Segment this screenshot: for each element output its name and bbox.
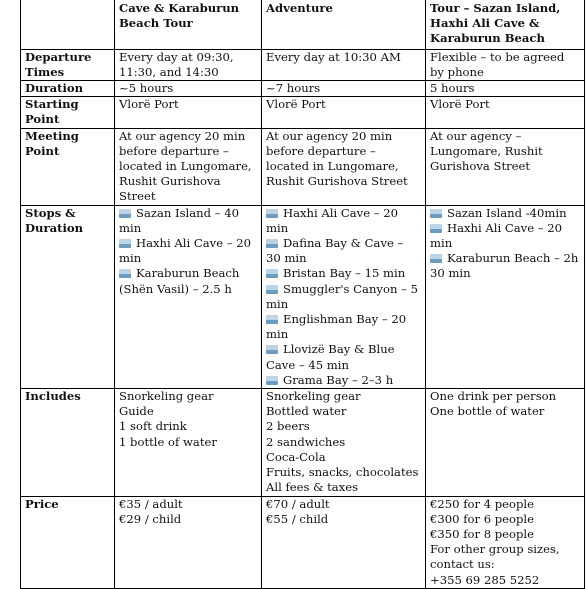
includes-cell xyxy=(115,389,262,496)
stop-text: Karaburun Beach – 2h 30 min xyxy=(430,251,579,281)
header-corner-cell xyxy=(21,0,115,49)
include-item: Coca-Cola xyxy=(266,449,326,464)
include-item: Bottled water xyxy=(266,404,347,419)
meeting-point-cell: At our agency 20 min before departure – located in Lungomare, Rushit Gurishova Street xyxy=(262,128,426,205)
departure-cell: Every day at 10:30 AM xyxy=(262,49,426,80)
stop-item xyxy=(119,236,257,266)
include-item: 2 sandwiches xyxy=(266,434,346,449)
price-item: €300 for 6 people xyxy=(430,511,535,526)
starting-point-cell: Vlorë Port xyxy=(426,97,585,128)
boat-icon xyxy=(430,254,442,263)
includes-cell xyxy=(262,389,426,496)
contact-phone[interactable]: +355 69 285 5252 xyxy=(430,572,540,587)
row-label-stops: Stops & Duration xyxy=(21,205,115,388)
price-row xyxy=(21,496,585,588)
header-row xyxy=(21,0,585,49)
boat-icon xyxy=(266,376,278,385)
stop-item xyxy=(266,236,421,266)
row-label-duration: Duration xyxy=(21,81,115,97)
stop-text: Haxhi Ali Cave – 20 min xyxy=(119,236,252,266)
row-label-price: Price xyxy=(21,496,115,588)
boat-icon xyxy=(430,209,442,218)
boat-icon xyxy=(266,239,278,248)
row-label-includes: Includes xyxy=(21,389,115,496)
boat-icon xyxy=(430,224,442,233)
include-item: Fruits, snacks, chocolates xyxy=(266,465,419,480)
meeting-point-cell: At our agency 20 min before departure – located in Lungomare, Rushit Gurishova Street xyxy=(115,128,262,205)
starting-point-cell: Vlorë Port xyxy=(262,97,426,128)
include-item: Guide xyxy=(119,404,154,419)
includes-cell xyxy=(426,389,585,496)
stop-item xyxy=(266,373,421,388)
include-item: 1 bottle of water xyxy=(119,434,217,449)
boat-icon xyxy=(266,269,278,278)
stops-row xyxy=(21,205,585,388)
stop-item xyxy=(119,266,257,296)
stop-item xyxy=(430,221,580,251)
price-item: €35 / adult xyxy=(119,496,183,511)
price-item: For other group sizes, contact us: xyxy=(430,542,560,572)
departure-row xyxy=(21,49,585,80)
stops-cell xyxy=(115,205,262,388)
includes-row xyxy=(21,389,585,496)
duration-row xyxy=(21,81,585,97)
stop-item xyxy=(266,206,421,236)
row-label-departure: Departure Times xyxy=(21,49,115,80)
starting-point-cell: Vlorë Port xyxy=(115,97,262,128)
boat-icon xyxy=(119,269,131,278)
boat-icon xyxy=(119,239,131,248)
include-item: One drink per person xyxy=(430,389,557,404)
include-item: Snorkeling gear xyxy=(266,389,361,404)
stop-text: Dafina Bay & Cave – 30 min xyxy=(266,236,404,266)
meeting-point-row xyxy=(21,128,585,205)
row-label-meeting-point: Meeting Point xyxy=(21,128,115,205)
stops-cell xyxy=(426,205,585,388)
include-item: All fees & taxes xyxy=(266,480,359,495)
include-item: Snorkeling gear xyxy=(119,389,214,404)
stop-item xyxy=(119,206,257,236)
boat-icon xyxy=(266,345,278,354)
stop-text: Sazan Island -40min xyxy=(447,205,567,220)
boat-icon xyxy=(266,209,278,218)
header-tour-sazan-haxhi-karaburun: Tour – Sazan Island, Haxhi Ali Cave & Karaburun Beach xyxy=(426,0,585,49)
header-tour-cave-karaburun: Cave & Karaburun Beach Tour xyxy=(115,0,262,49)
price-item: €70 / adult xyxy=(266,496,330,511)
stops-cell xyxy=(262,205,426,388)
stop-text: Smuggler's Canyon – 5 min xyxy=(266,281,418,311)
boat-icon xyxy=(266,285,278,294)
price-cell xyxy=(115,496,262,588)
stop-text: Grama Bay – 2–3 h xyxy=(283,372,394,387)
duration-cell: ~5 hours xyxy=(115,81,262,97)
include-item: 1 soft drink xyxy=(119,419,187,434)
stop-text: Englishman Bay – 20 min xyxy=(266,312,407,342)
stop-text: Sazan Island – 40 min xyxy=(119,205,239,235)
price-item: €55 / child xyxy=(266,511,329,526)
stop-text: Haxhi Ali Cave – 20 min xyxy=(266,205,399,235)
stop-text: Bristan Bay – 15 min xyxy=(283,266,406,281)
price-item: €29 / child xyxy=(119,511,182,526)
header-tour-adventure: Adventure xyxy=(262,0,426,49)
departure-cell: Flexible – to be agreed by phone xyxy=(426,49,585,80)
row-label-starting-point: Starting Point xyxy=(21,97,115,128)
stop-text: Llovizë Bay & Blue Cave – 45 min xyxy=(266,342,395,372)
stop-item xyxy=(266,266,421,281)
price-cell xyxy=(262,496,426,588)
include-item: 2 beers xyxy=(266,419,310,434)
stop-item xyxy=(430,251,580,281)
stop-item xyxy=(266,282,421,312)
stop-text: Karaburun Beach (Shën Vasil) – 2.5 h xyxy=(119,266,240,296)
starting-point-row xyxy=(21,97,585,128)
price-item: €350 for 8 people xyxy=(430,526,535,541)
include-item: One bottle of water xyxy=(430,404,545,419)
boat-icon xyxy=(266,315,278,324)
duration-cell: 5 hours xyxy=(426,81,585,97)
meeting-point-cell: At our agency – Lungomare, Rushit Gurishova Street xyxy=(426,128,585,205)
price-cell xyxy=(426,496,585,588)
stop-item xyxy=(266,342,421,372)
duration-cell: ~7 hours xyxy=(262,81,426,97)
stop-item xyxy=(266,312,421,342)
tour-comparison-table xyxy=(20,0,585,589)
boat-icon xyxy=(119,209,131,218)
stop-text: Haxhi Ali Cave – 20 min xyxy=(430,220,563,251)
departure-cell: Every day at 09:30, 11:30, and 14:30 xyxy=(115,49,262,80)
stop-item xyxy=(430,206,580,221)
price-item: €250 for 4 people xyxy=(430,496,535,511)
